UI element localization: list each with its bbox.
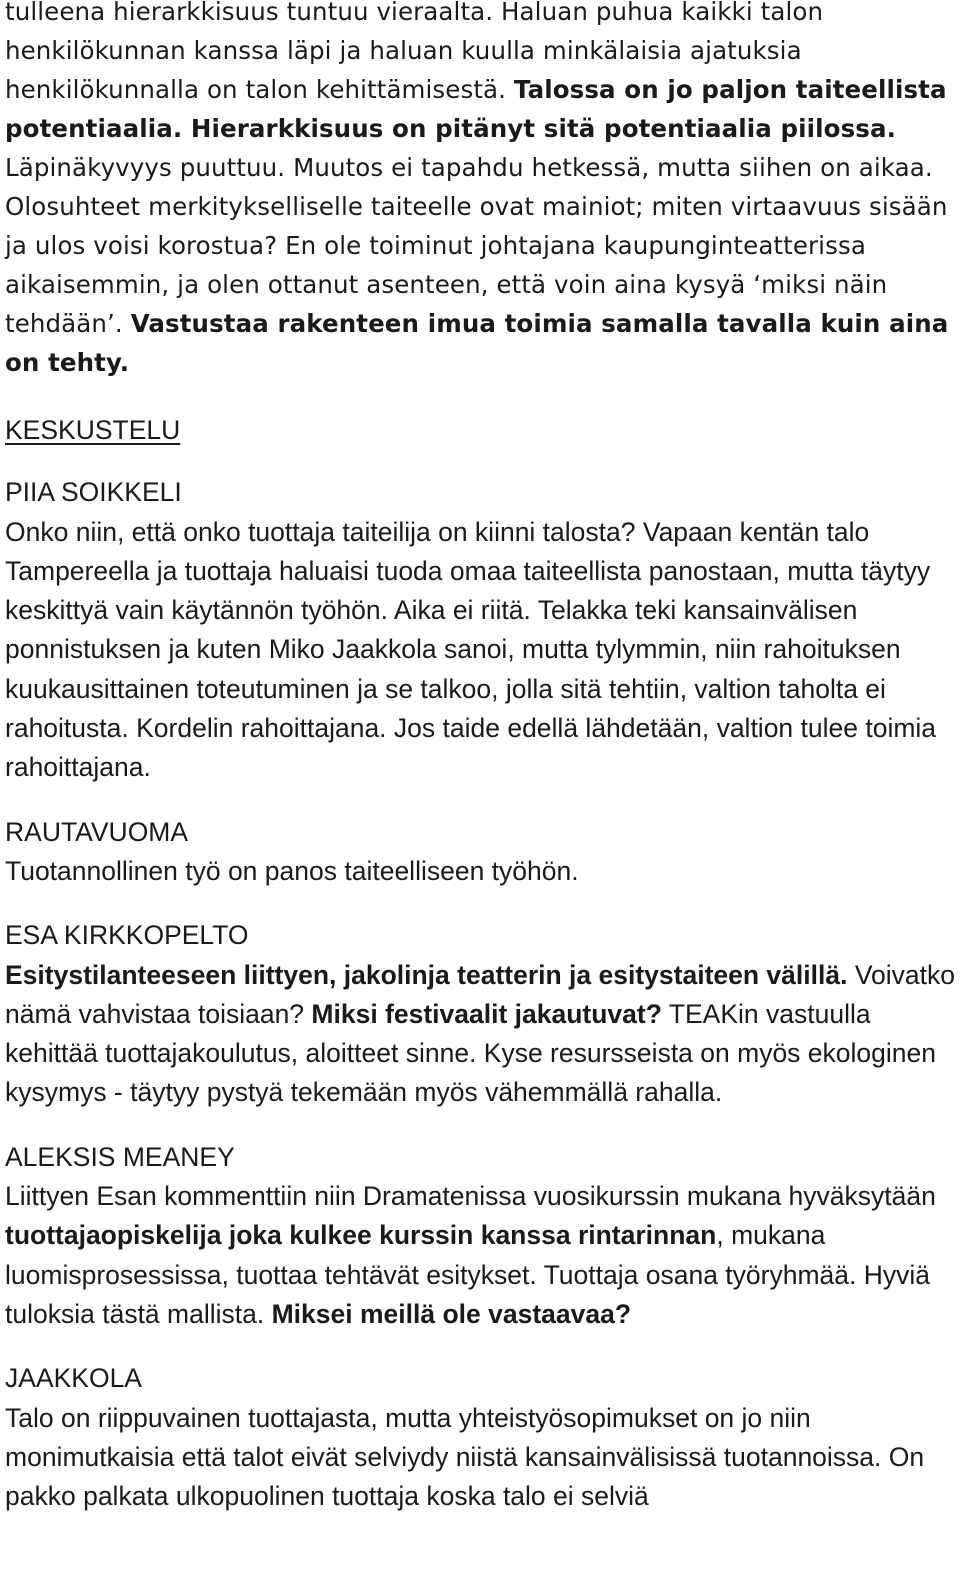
comment-text: Onko niin, että onko tuottaja taiteilija on kiinni talosta? Vapaan kentän talo Tampereella ja tuottaja haluaisi tuoda omaa taiteellista panostaan, mutta täytyy keskittyä vain käytännön työhön. Aika ei riitä. Telakka teki kansainvälisen ponnistuksen ja kuten Miko Jaakkola sanoi, mutta tylymmin, niin rahoituksen kuukausittainen toteutuminen ja se talkoo, jolla sitä tehtiin, valtion taholta ei rahoitusta. Kordelin rahoittajana. Jos taide edellä lähdetään, valtion tulee toimia rahoittajana.	[5, 516, 937, 783]
speaker-block	[5, 813, 955, 892]
intro-section	[5, 0, 955, 382]
comment-text: Tuotannollinen työ on panos taiteelliseen työhön.	[5, 855, 579, 886]
speaker-block	[5, 1138, 955, 1334]
document-page	[5, 0, 955, 1541]
intro-text: Läpinäkyvyys puuttuu. Muutos ei tapahdu hetkessä, mutta siihen on aikaa. Olosuhteet merkitykselliselle taiteelle ovat mainiot; miten virtaavuus sisään ja ulos voisi korostua? En ole toiminut johtajana kaupunginteatterissa aikaisemmin, ja olen ottanut asenteen, että voin aina kysyä ‘miksi näin tehdään’.	[5, 153, 948, 338]
section-heading: KESKUSTELU	[5, 415, 181, 445]
comment-text: Voivatko nämä vahvistaa toisiaan?	[5, 959, 956, 1029]
intro-text-bold: Vastustaa rakenteen imua toimia samalla tavalla kuin aina on tehty.	[5, 309, 949, 377]
speaker-comment	[5, 956, 955, 1113]
speaker-comment	[5, 513, 955, 788]
intro-text: tulleena hierarkkisuus tuntuu vieraalta. Haluan puhua kaikki talon henkilökunnan kanssa läpi ja haluan kuulla minkälaisia ajatuksia henkilökunnalla on talon kehittämisestä.	[5, 0, 824, 104]
speaker-block	[5, 473, 955, 787]
speaker-name: JAAKKOLA	[5, 1363, 142, 1394]
comment-text: Talo on riippuvainen tuottajasta, mutta yhteistyösopimukset on jo niin monimutkaisia että talot eivät selviydy niistä kansainvälisissä tuotannoissa. On pakko palkata ulkopuolinen tuottaja koska talo ei selviä	[5, 1402, 925, 1512]
speaker-comment	[5, 852, 955, 891]
comment-text-bold: Miksei meillä ole vastaavaa?	[271, 1298, 632, 1329]
speaker-comment	[5, 1399, 955, 1517]
discussion-section	[5, 411, 955, 1516]
comment-text: , mukana luomisprosessissa, tuottaa tehtävät esitykset. Tuottaja osana työryhmää. Hyviä tuloksia tästä mallista.	[5, 1220, 931, 1329]
speaker-block	[5, 916, 955, 1112]
speaker-name: ESA KIRKKOPELTO	[5, 920, 249, 951]
speaker-comment	[5, 1177, 955, 1334]
intro-text-bold: Talossa on jo paljon taiteellista potentiaalia. Hierarkkisuus on pitänyt sitä potentiaalia piilossa.	[5, 75, 947, 143]
intro-paragraph	[5, 0, 955, 382]
comment-text: Liittyen Esan kommenttiin niin Dramatenissa vuosikurssin mukana hyväksytään	[5, 1181, 936, 1212]
comment-text-bold: Miksi festivaalit jakautuvat?	[311, 998, 662, 1029]
comment-text: TEAKin vastuulla kehittää tuottajakoulutus, aloitteet sinne. Kyse resursseista on myös ekologinen kysymys - täytyy pystyä tekemään myös vähemmällä rahalla.	[5, 998, 936, 1108]
speaker-name: PIIA SOIKKELI	[5, 477, 182, 508]
speaker-name: RAUTAVUOMA	[5, 816, 189, 847]
speaker-name: ALEKSIS MEANEY	[5, 1141, 235, 1172]
comment-text-bold: tuottajaopiskelija joka kulkee kurssin kanssa rintarinnan	[5, 1220, 717, 1251]
speaker-block	[5, 1359, 955, 1516]
comment-text-bold: Esitystilanteeseen liittyen, jakolinja teatterin ja esitystaiteen välillä.	[5, 959, 848, 990]
